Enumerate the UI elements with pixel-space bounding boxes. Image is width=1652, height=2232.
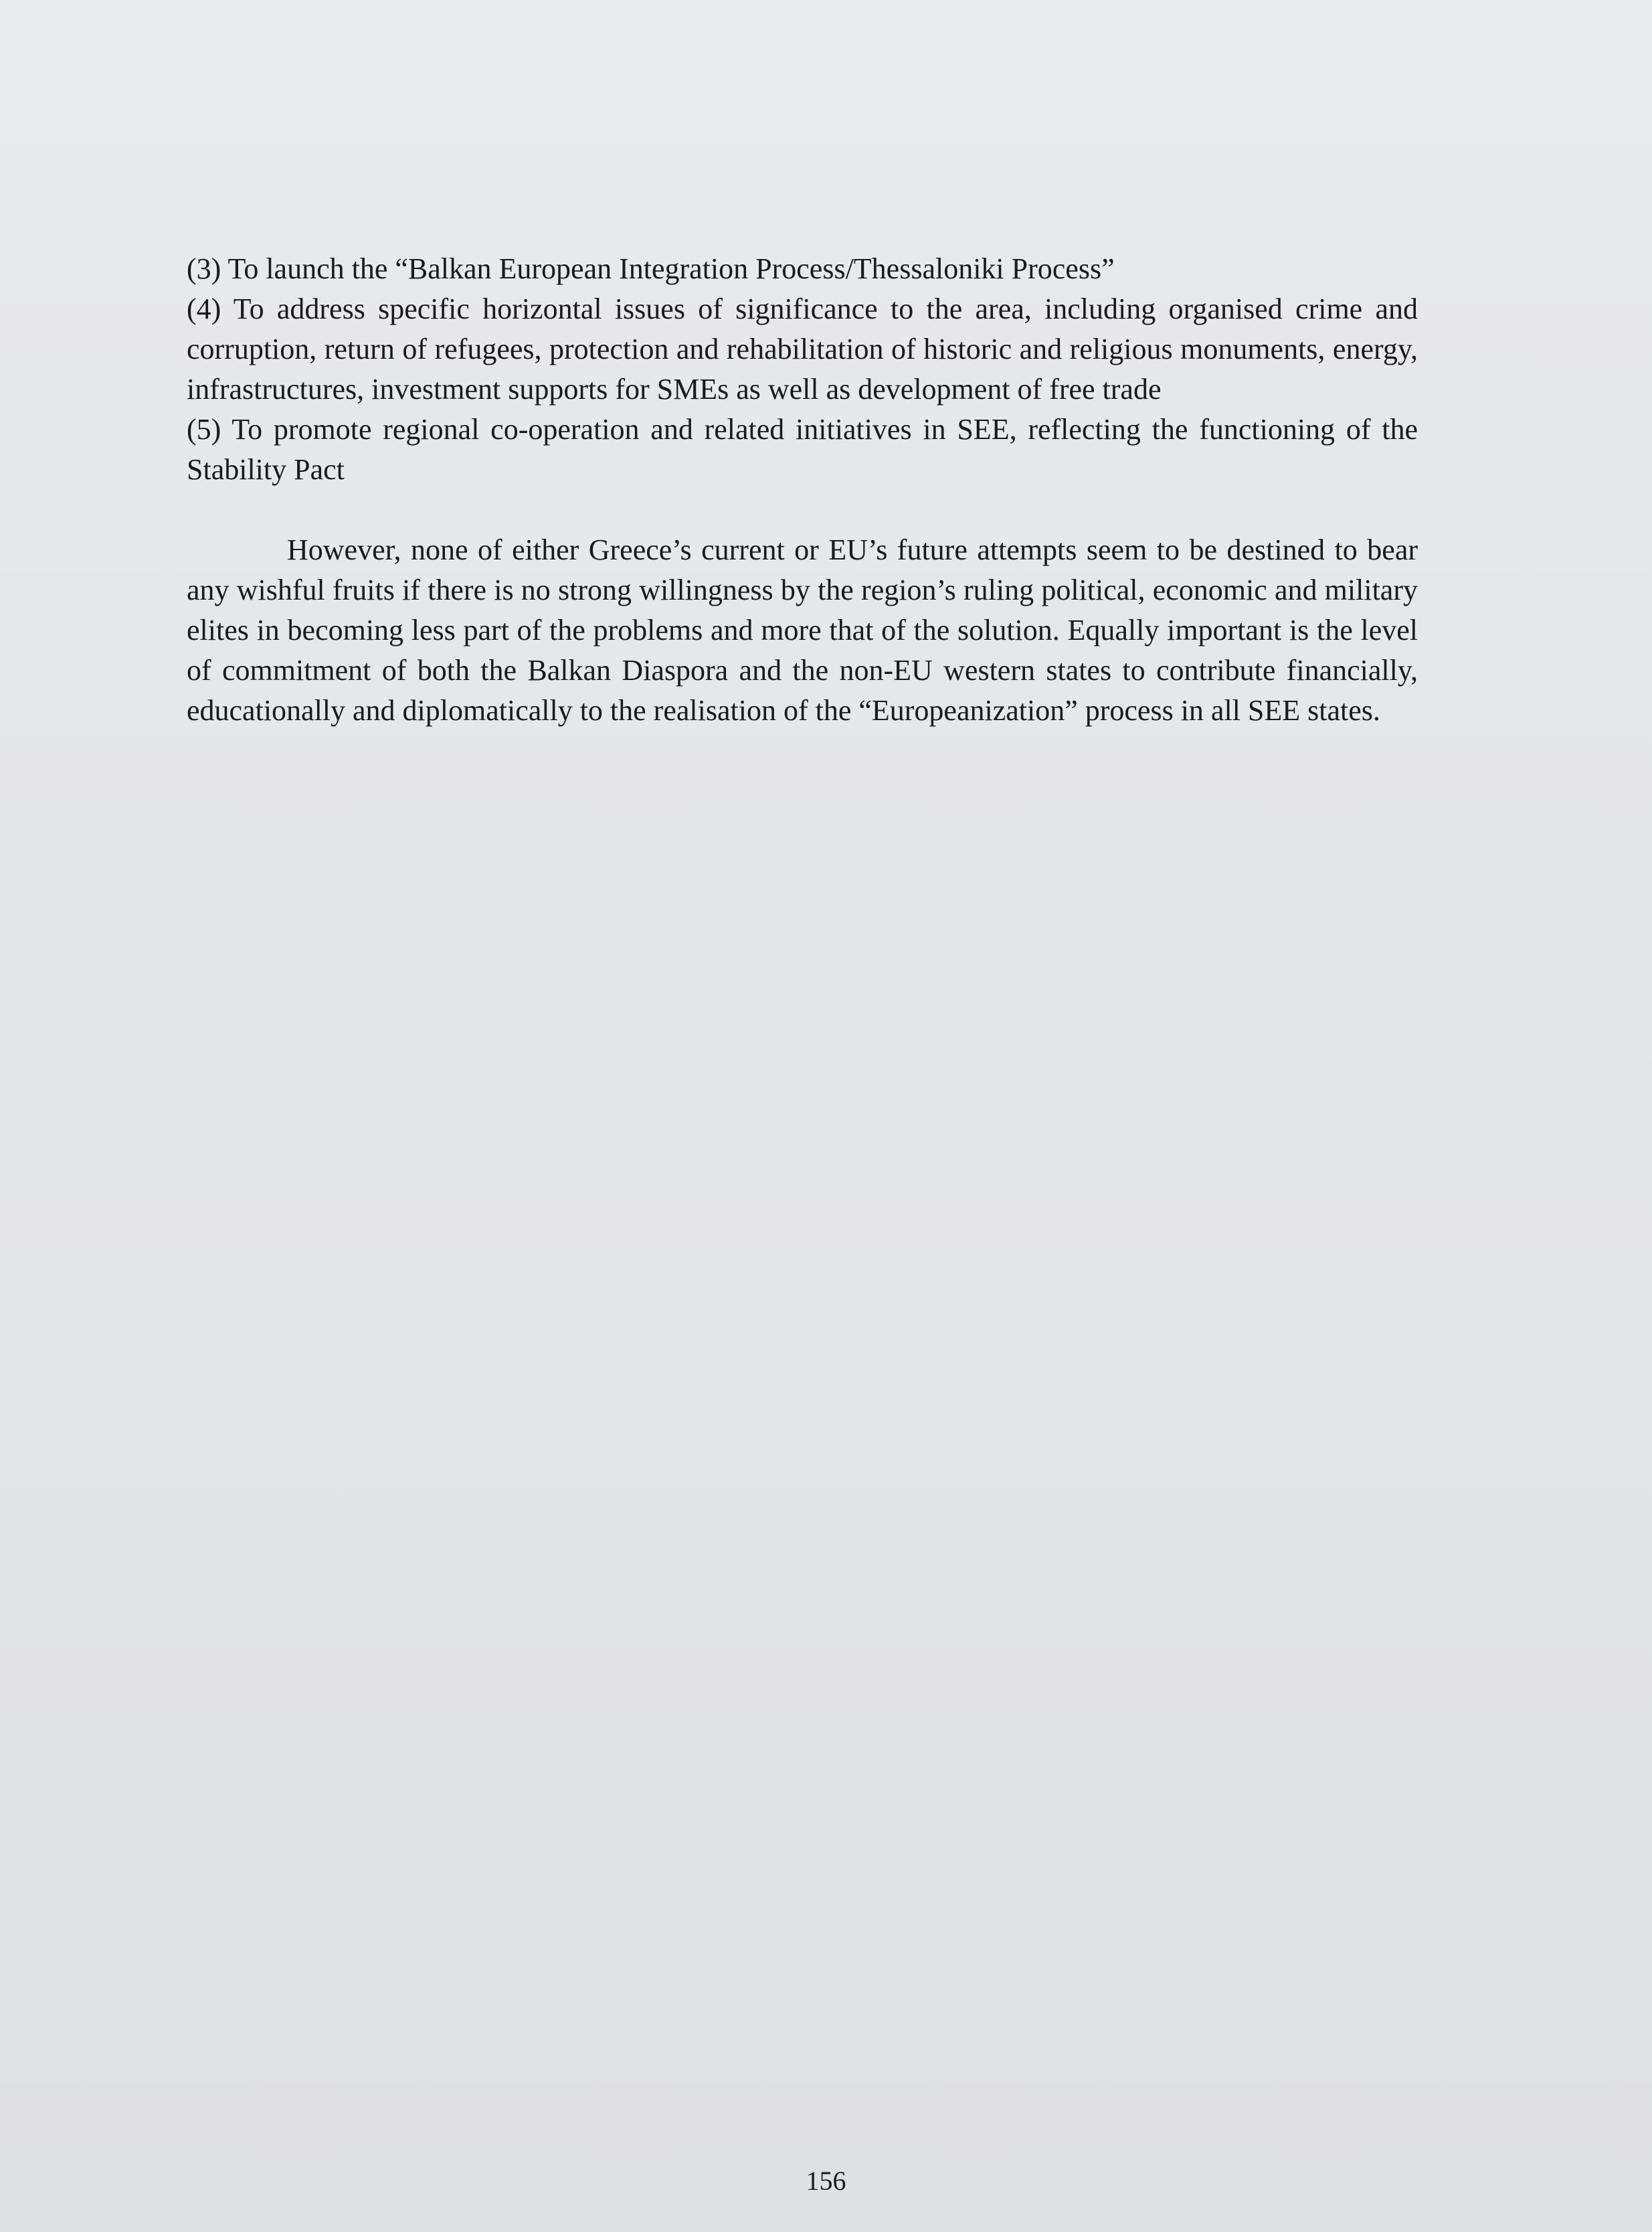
body-text	[187, 249, 1418, 731]
list-item-4: (4) To address specific horizontal issues of significance to the area, including organised crime and corruption, return of refugees, protection and rehabilitation of historic and religious monuments, energy, infrastructures, investment supports for SMEs as well as development of free trade	[187, 292, 1418, 406]
list-item-3: (3) To launch the “Balkan European Integration Process/Thessaloniki Process”	[187, 252, 1115, 285]
body-paragraph: However, none of either Greece’s current or EU’s future attempts seem to be destined to bear any wishful fruits if there is no strong willingness by the region’s ruling political, economic and military elites in becoming less part of the problems and more that of the solution. Equally important is the level of commitment of both the Balkan Diaspora and the non-EU western states to contribute financially, educationally and diplomatically to the realisation of the “Europeanization” process in all SEE states.	[187, 533, 1418, 727]
list-item-5: (5) To promote regional co-operation and related initiatives in SEE, reflecting the functioning of the Stability Pact	[187, 413, 1418, 486]
page-number: 156	[806, 2166, 846, 2196]
